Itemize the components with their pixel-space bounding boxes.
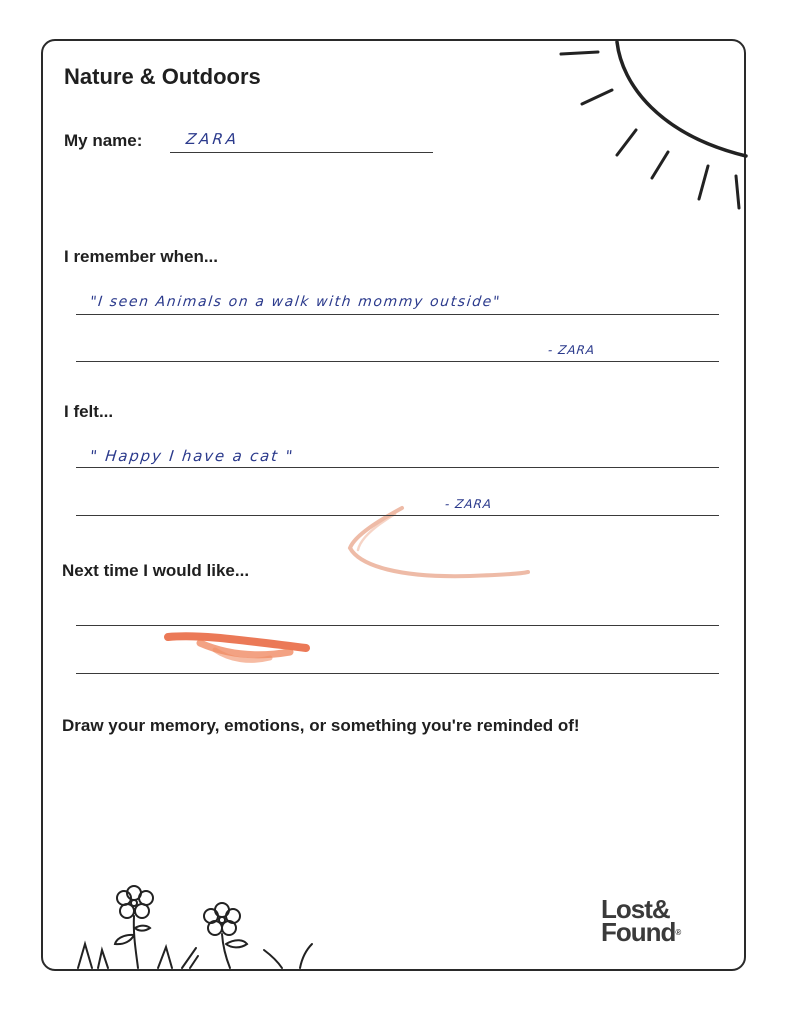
name-line xyxy=(170,152,433,153)
remember-handwriting-2[interactable]: - ZARA xyxy=(547,343,596,357)
next-line-2[interactable] xyxy=(76,673,719,674)
page-title: Nature & Outdoors xyxy=(64,64,261,89)
name-handwriting[interactable]: ZARA xyxy=(185,130,241,148)
felt-handwriting-2[interactable]: - ZARA xyxy=(444,497,493,511)
felt-handwriting-1[interactable]: " Happy I have a cat " xyxy=(89,447,296,465)
next-label: Next time I would like... xyxy=(62,561,250,580)
felt-line-2 xyxy=(76,515,719,516)
remember-handwriting-1[interactable]: "I seen Animals on a walk with mommy outside" xyxy=(89,294,502,310)
remember-label: I remember when... xyxy=(64,247,218,266)
felt-label: I felt... xyxy=(64,402,114,421)
logo-line-2 xyxy=(601,917,681,947)
logo-line-2-text: Found xyxy=(601,917,676,947)
lost-and-found-logo xyxy=(601,894,681,947)
name-label: My name: xyxy=(64,131,143,150)
draw-prompt: Draw your memory, emotions, or something you're reminded of! xyxy=(62,716,580,735)
felt-line-1 xyxy=(76,467,719,468)
logo-registered-mark: ® xyxy=(675,928,681,937)
logo-line-1: Lost& xyxy=(601,894,670,924)
remember-line-1 xyxy=(76,314,719,315)
remember-line-2 xyxy=(76,361,719,362)
next-line-1[interactable] xyxy=(76,625,719,626)
